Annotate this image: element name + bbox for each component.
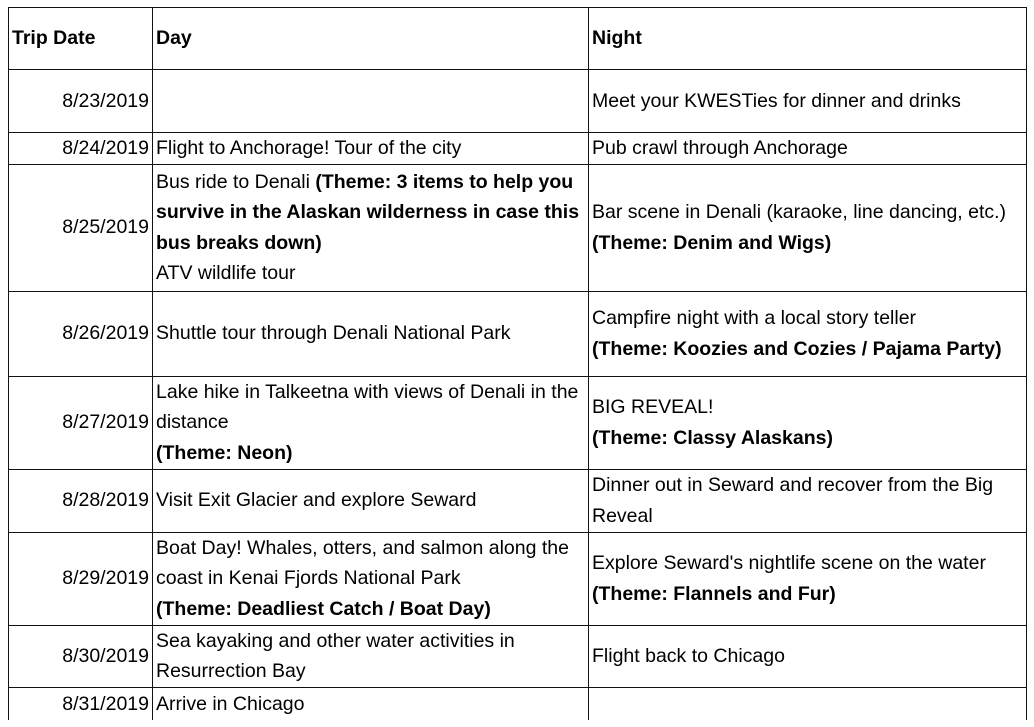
trip-date-cell: 8/25/2019 [9,164,153,291]
day-cell [153,164,589,291]
day-cell: Shuttle tour through Denali National Park [153,291,589,376]
day-activity-extra: ATV wildlife tour [156,262,296,284]
night-theme: (Theme: Koozies and Cozies / Pajama Party) [592,337,1002,360]
night-activity: Bar scene in Denali (karaoke, line dancing, etc.) [592,201,1007,223]
header-trip-date: Trip Date [9,8,153,70]
night-cell [589,687,1027,720]
night-cell [589,291,1027,376]
night-cell: Flight back to Chicago [589,625,1027,687]
table-row [9,70,1027,133]
day-cell: Flight to Anchorage! Tour of the city [153,133,589,165]
trip-date-cell: 8/23/2019 [9,70,153,133]
table-row [9,625,1027,687]
header-day: Day [153,8,589,70]
day-cell [153,532,589,625]
table-row [9,291,1027,376]
day-activity: Lake hike in Talkeetna with views of Denali in the distance [156,380,579,434]
night-cell: Dinner out in Seward and recover from the Big Reveal [589,469,1027,532]
trip-date-cell: 8/28/2019 [9,469,153,532]
day-cell: Visit Exit Glacier and explore Seward [153,469,589,532]
night-cell: Meet your KWESTies for dinner and drinks [589,70,1027,133]
table-row [9,687,1027,720]
night-activity: BIG REVEAL! [592,396,714,418]
day-activity: Bus ride to Denali [156,170,316,193]
table-row [9,133,1027,165]
night-cell [589,164,1027,291]
night-theme: (Theme: Flannels and Fur) [592,582,836,605]
header-row [9,8,1027,70]
night-cell: Pub crawl through Anchorage [589,133,1027,165]
day-theme: (Theme: Deadliest Catch / Boat Day) [156,597,491,620]
day-theme: (Theme: 3 items to help you survive in the Alaskan wilderness in case this bus breaks down) [156,170,580,254]
night-theme: (Theme: Denim and Wigs) [592,231,832,254]
night-activity: Explore Seward's nightlife scene on the water [592,552,986,574]
day-cell: Arrive in Chicago [153,687,589,720]
trip-date-cell: 8/29/2019 [9,532,153,625]
table-row [9,532,1027,625]
night-cell [589,376,1027,469]
day-theme: (Theme: Neon) [156,441,293,464]
trip-date-cell: 8/31/2019 [9,687,153,720]
day-cell [153,376,589,469]
itinerary-table [8,7,1027,720]
header-night: Night [589,8,1027,70]
day-cell [153,70,589,133]
table-row [9,164,1027,291]
table-row [9,376,1027,469]
table-row [9,469,1027,532]
trip-date-cell: 8/30/2019 [9,625,153,687]
trip-date-cell: 8/26/2019 [9,291,153,376]
day-activity: Boat Day! Whales, otters, and salmon along the coast in Kenai Fjords National Park [156,536,569,590]
trip-date-cell: 8/24/2019 [9,133,153,165]
trip-date-cell: 8/27/2019 [9,376,153,469]
night-cell [589,532,1027,625]
night-activity: Campfire night with a local story teller [592,307,917,329]
day-cell: Sea kayaking and other water activities in Resurrection Bay [153,625,589,687]
night-theme: (Theme: Classy Alaskans) [592,426,833,449]
